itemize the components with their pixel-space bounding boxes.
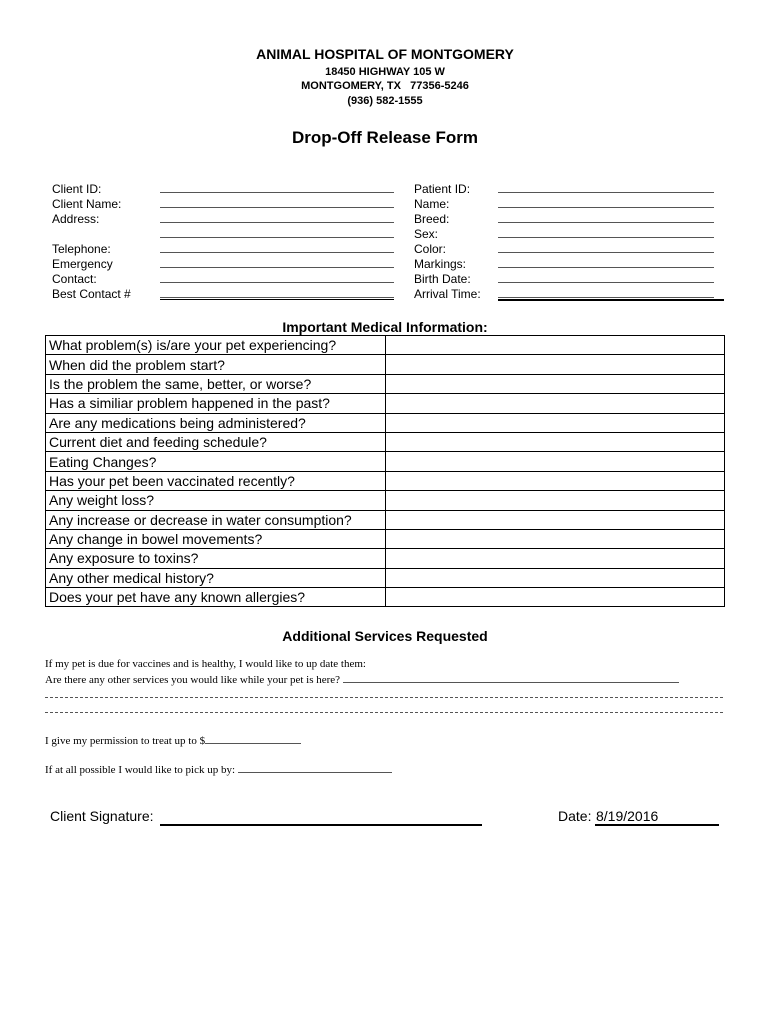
question-cell: Are any medications being administered? bbox=[46, 413, 386, 432]
contact-label: Contact: bbox=[52, 272, 97, 286]
table-row bbox=[46, 568, 725, 587]
answer-cell[interactable] bbox=[385, 588, 724, 607]
birth-date-field[interactable] bbox=[498, 272, 714, 283]
patient-section-rule bbox=[498, 299, 724, 301]
birth-date-label: Birth Date: bbox=[414, 272, 471, 286]
address-label: Address: bbox=[52, 212, 100, 226]
pickup-row bbox=[45, 763, 392, 776]
address-continued-label bbox=[52, 227, 131, 242]
table-row bbox=[46, 510, 725, 529]
answer-cell[interactable] bbox=[385, 568, 724, 587]
treatment-permission-text: I give my permission to treat up to $ bbox=[45, 735, 206, 747]
form-title: Drop-Off Release Form bbox=[291, 128, 479, 147]
answer-cell[interactable] bbox=[385, 374, 724, 393]
best-contact-field[interactable] bbox=[160, 287, 394, 298]
patient-field-lines bbox=[498, 182, 714, 302]
table-row bbox=[46, 432, 725, 451]
table-row bbox=[46, 413, 725, 432]
date-field-line bbox=[595, 824, 719, 826]
answer-cell[interactable] bbox=[385, 491, 724, 510]
medical-info-title: Important Medical Information: bbox=[282, 319, 488, 335]
question-cell: Current diet and feeding schedule? bbox=[46, 432, 386, 451]
answer-cell[interactable] bbox=[385, 394, 724, 413]
additional-services-title: Additional Services Requested bbox=[282, 628, 488, 644]
question-cell: Has a similiar problem happened in the past? bbox=[46, 394, 386, 413]
hospital-name: ANIMAL HOSPITAL OF MONTGOMERY bbox=[256, 46, 514, 62]
question-cell: Any other medical history? bbox=[46, 568, 386, 587]
other-services-question: Are there any other services you would like while your pet is here? bbox=[45, 674, 341, 686]
address-field[interactable] bbox=[160, 212, 394, 223]
question-cell: Has your pet been vaccinated recently? bbox=[46, 471, 386, 490]
pickup-time-field[interactable] bbox=[238, 763, 392, 773]
color-field[interactable] bbox=[498, 242, 714, 253]
sex-label: Sex: bbox=[414, 227, 439, 241]
other-services-line-3[interactable] bbox=[45, 712, 723, 713]
address-line-2: MONTGOMERY, TX 77356-5246 bbox=[301, 80, 469, 92]
answer-cell[interactable] bbox=[385, 510, 724, 529]
question-cell: When did the problem start? bbox=[46, 355, 386, 374]
client-name-field[interactable] bbox=[160, 197, 394, 208]
table-row bbox=[46, 452, 725, 471]
address-line-1: 18450 HIGHWAY 105 W bbox=[325, 66, 445, 78]
answer-cell[interactable] bbox=[385, 413, 724, 432]
best-contact-label: Best Contact # bbox=[52, 287, 131, 301]
client-field-lines bbox=[160, 182, 394, 302]
answer-cell[interactable] bbox=[385, 452, 724, 471]
client-id-label: Client ID: bbox=[52, 182, 102, 196]
question-cell: Is the problem the same, better, or worse? bbox=[46, 374, 386, 393]
telephone-field[interactable] bbox=[160, 242, 394, 253]
other-services-line-2[interactable] bbox=[45, 697, 723, 698]
arrival-time-label: Arrival Time: bbox=[414, 287, 481, 301]
answer-cell[interactable] bbox=[385, 336, 724, 355]
other-services-row bbox=[45, 673, 679, 686]
question-cell: Any exposure to toxins? bbox=[46, 549, 386, 568]
date-label: Date: bbox=[558, 808, 592, 824]
table-row bbox=[46, 355, 725, 374]
table-row bbox=[46, 491, 725, 510]
table-row bbox=[46, 374, 725, 393]
color-label: Color: bbox=[414, 242, 447, 256]
answer-cell[interactable] bbox=[385, 432, 724, 451]
pickup-text: If at all possible I would like to pick up by: bbox=[45, 764, 236, 776]
answer-cell[interactable] bbox=[385, 471, 724, 490]
other-services-field[interactable] bbox=[343, 673, 679, 683]
table-row bbox=[46, 336, 725, 355]
answer-cell[interactable] bbox=[385, 355, 724, 374]
contact-field[interactable] bbox=[160, 272, 394, 283]
vaccines-statement: If my pet is due for vaccines and is healthy, I would like to up date them: bbox=[45, 658, 366, 670]
patient-id-label: Patient ID: bbox=[414, 182, 471, 196]
treatment-amount-field[interactable] bbox=[205, 734, 301, 744]
question-cell: Eating Changes? bbox=[46, 452, 386, 471]
table-row bbox=[46, 529, 725, 548]
emergency-label: Emergency bbox=[52, 257, 113, 271]
pet-name-label: Name: bbox=[414, 197, 450, 211]
telephone-label: Telephone: bbox=[52, 242, 111, 256]
address-line-2-field[interactable] bbox=[160, 227, 394, 238]
client-signature-field[interactable] bbox=[160, 824, 482, 826]
client-name-label: Client Name: bbox=[52, 197, 122, 211]
table-row bbox=[46, 394, 725, 413]
question-cell: Any weight loss? bbox=[46, 491, 386, 510]
pet-name-field[interactable] bbox=[498, 197, 714, 208]
hospital-phone: (936) 582-1555 bbox=[347, 95, 423, 107]
question-cell: Any increase or decrease in water consumption? bbox=[46, 510, 386, 529]
client-signature-label: Client Signature: bbox=[50, 808, 154, 824]
patient-id-field[interactable] bbox=[498, 182, 714, 193]
question-cell: Does your pet have any known allergies? bbox=[46, 588, 386, 607]
medical-info-table bbox=[45, 335, 725, 607]
table-row bbox=[46, 549, 725, 568]
answer-cell[interactable] bbox=[385, 529, 724, 548]
client-section-rule bbox=[160, 299, 394, 300]
date-value[interactable]: 8/19/2016 bbox=[596, 808, 659, 824]
breed-label: Breed: bbox=[414, 212, 450, 226]
table-row bbox=[46, 588, 725, 607]
answer-cell[interactable] bbox=[385, 549, 724, 568]
patient-field-labels bbox=[414, 182, 481, 302]
client-id-field[interactable] bbox=[160, 182, 394, 193]
client-field-labels bbox=[52, 182, 131, 302]
arrival-time-field[interactable] bbox=[498, 287, 714, 298]
table-row bbox=[46, 471, 725, 490]
question-cell: What problem(s) is/are your pet experiencing? bbox=[46, 336, 386, 355]
emergency-field[interactable] bbox=[160, 257, 394, 268]
question-cell: Any change in bowel movements? bbox=[46, 529, 386, 548]
markings-label: Markings: bbox=[414, 257, 467, 271]
sex-field[interactable] bbox=[498, 227, 714, 238]
treatment-permission-row bbox=[45, 734, 301, 747]
markings-field[interactable] bbox=[498, 257, 714, 268]
breed-field[interactable] bbox=[498, 212, 714, 223]
